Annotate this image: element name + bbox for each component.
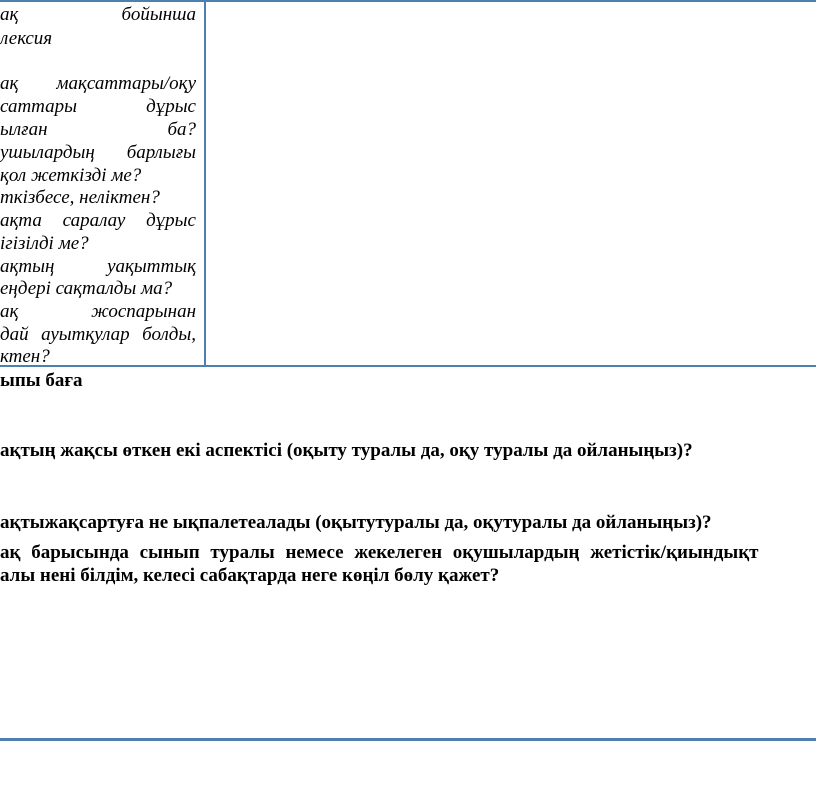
summary-heading: ыпы баға [0,370,83,391]
reflection-line: ігізілді ме? [0,233,89,254]
reflection-answer-cell [206,2,816,365]
reflection-line: қол жеткізді ме? [0,165,142,186]
reflection-line: саттары дұрыс [0,96,196,117]
reflection-line: лексия [0,28,53,49]
reflection-line: дай ауытқулар болды, [0,324,196,345]
table-bottom-border [0,738,816,741]
summary-question-2: ақтыжақсартуға не ықпалетеалады (оқытутуралы да, оқутуралы да ойланыңыз)? [0,512,712,533]
reflection-line: еңдері сақталды ма? [0,278,173,299]
reflection-line: ақтың уақыттық [0,256,196,277]
table-row-divider [0,365,816,367]
reflection-line: ақ бойынша [0,4,196,25]
summary-question-1: ақтың жақсы өткен екі аспектісі (оқыту туралы да, оқу туралы да ойланыңыз)? [0,440,693,461]
reflection-line: ктен? [0,346,50,367]
reflection-line: ақ жоспарынан [0,301,196,322]
summary-question-3-line-1: ақ барысында сынып туралы немесе жекелеген оқушылардың жетістік/қиындықт [0,542,759,563]
reflection-line: ақта саралау дұрыс [0,210,196,231]
reflection-line: ылған ба? [0,119,196,140]
reflection-line: ткізбесе, неліктен? [0,187,160,208]
reflection-line: ақ мақсаттары/оқу [0,73,196,94]
reflection-line: ушылардың барлығы [0,142,196,163]
summary-question-3-line-2: алы нені білдім, келесі сабақтарда неге көңіл бөлу қажет? [0,565,500,586]
